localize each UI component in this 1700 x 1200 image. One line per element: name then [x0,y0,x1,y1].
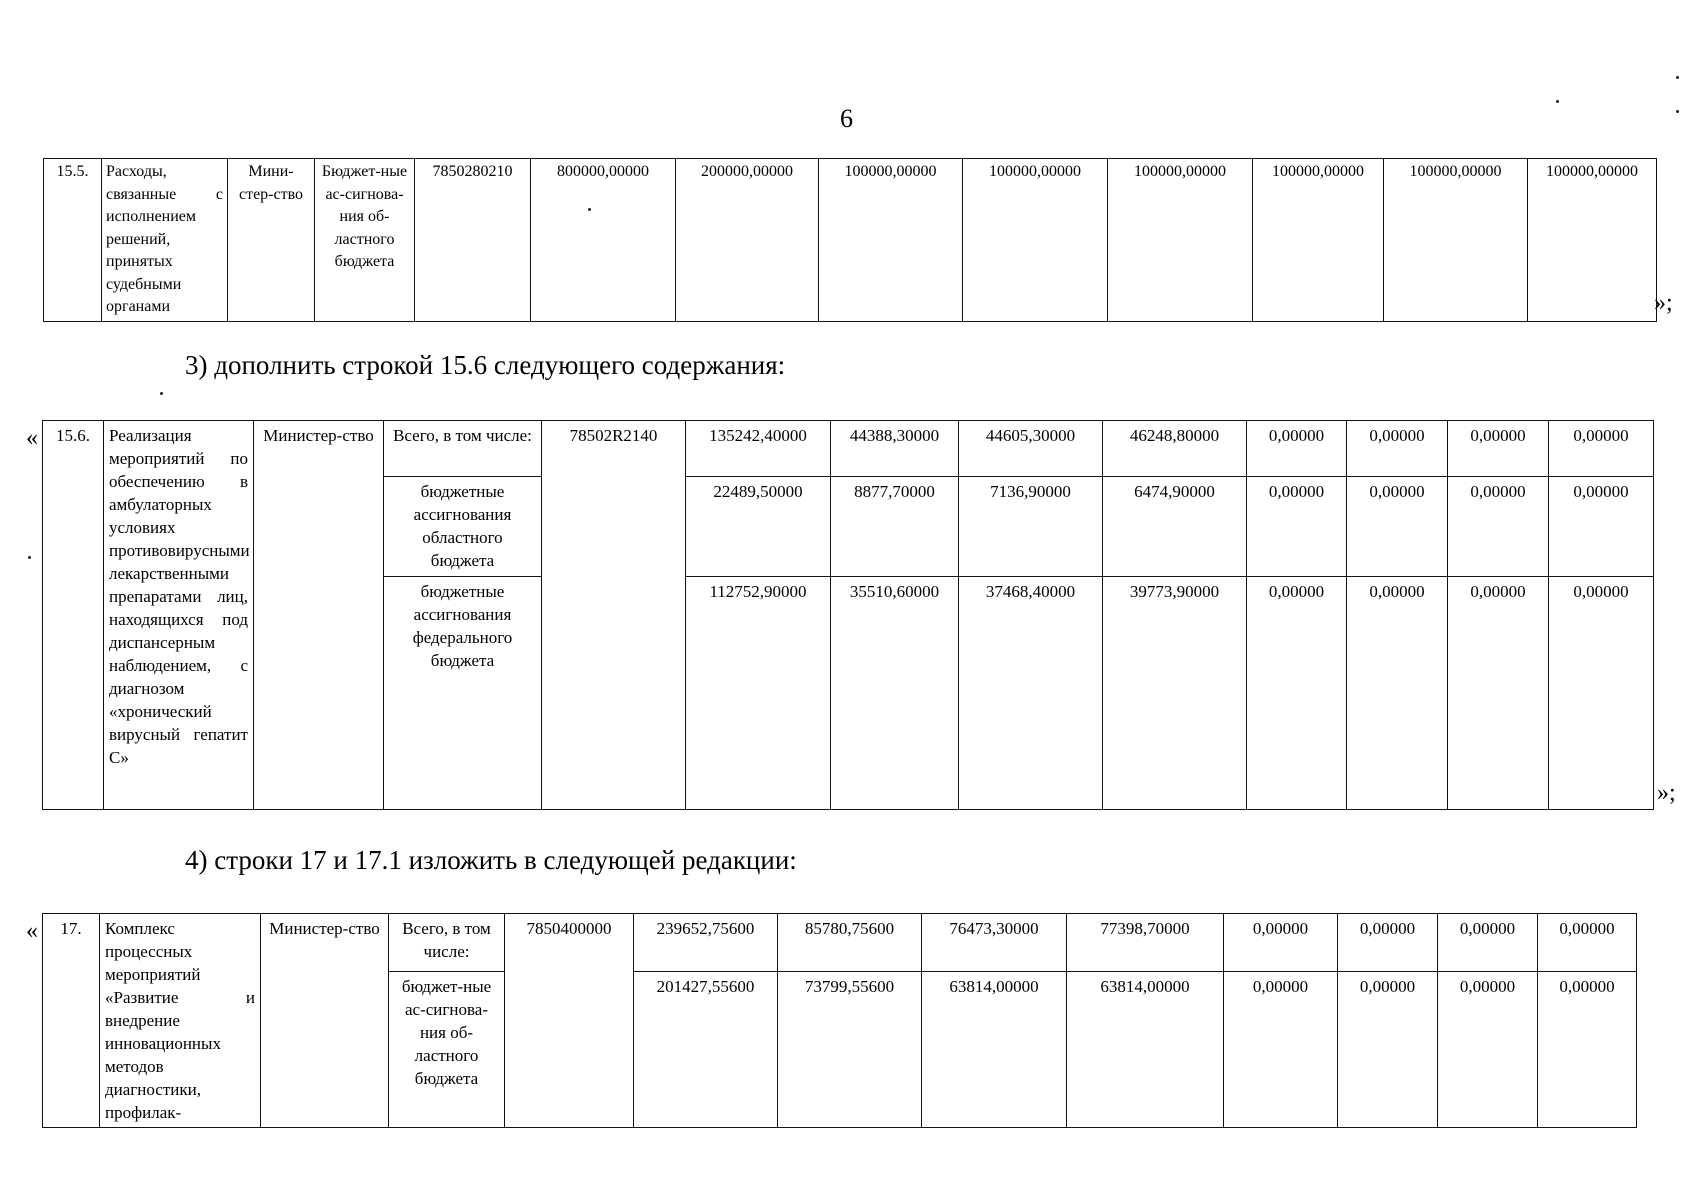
row-executor: Мини-стер-ство [228,159,315,322]
value-cell: 0,00000 [1247,477,1347,577]
row-name: Расходы, связанные с исполнением решений, принятых судебными органами [102,159,228,322]
scan-speck [160,392,163,395]
value-cell: 0,00000 [1549,577,1654,810]
value-cell: 0,00000 [1347,477,1448,577]
table-row-15-5 [43,158,1657,322]
row-name: Комплекс процессных мероприятий «Развитие и внедрение инновационных методов диагностики, профилак- [100,914,261,1128]
value-cell: 7136,90000 [959,477,1103,577]
close-quote: »; [1657,780,1676,806]
scan-speck [1676,76,1679,79]
row-code: 7850400000 [505,914,634,1128]
value-cell: 135242,40000 [686,421,831,477]
value-cell: 0,00000 [1438,914,1538,972]
value-cell: 100000,00000 [1528,159,1657,322]
row-executor: Министер-ство [261,914,389,1128]
value-cell: 63814,00000 [922,972,1067,1128]
value-cell: 37468,40000 [959,577,1103,810]
value-cell: 44605,30000 [959,421,1103,477]
value-cell: 0,00000 [1347,421,1448,477]
scan-speck [588,208,591,211]
value-cell: 100000,00000 [963,159,1108,322]
value-cell: 100000,00000 [1253,159,1384,322]
value-cell: 100000,00000 [819,159,963,322]
value-cell: 0,00000 [1438,972,1538,1128]
value-cell: 77398,70000 [1067,914,1224,972]
heading-item-4: 4) строки 17 и 17.1 изложить в следующей редакции: [185,845,797,875]
value-cell: 0,00000 [1224,972,1338,1128]
value-cell: 0,00000 [1549,477,1654,577]
row-number: 15.6. [43,421,104,810]
value-cell: 46248,80000 [1103,421,1247,477]
scan-speck [28,556,31,559]
value-cell: 6474,90000 [1103,477,1247,577]
page-number: 6 [840,104,853,133]
row-number: 15.5. [44,159,102,322]
value-cell: 0,00000 [1338,914,1438,972]
value-cell: 63814,00000 [1067,972,1224,1128]
row-source: Бюджет-ные ас-сигнова-ния об-ластного бюджета [315,159,415,322]
table-row [43,421,1654,477]
row-name: Реализация мероприятий по обеспечению в амбулаторных условиях противовирусными лекарственными препаратами лиц, находящихся под диспансерным наблюдением, с диагнозом «хронический вирусный гепатит С» [104,421,254,810]
value-cell: 200000,00000 [676,159,819,322]
value-cell: 0,00000 [1448,577,1549,810]
row-source: Всего, в том числе: [384,421,542,477]
value-cell: 112752,90000 [686,577,831,810]
value-cell: 0,00000 [1224,914,1338,972]
value-cell: 44388,30000 [831,421,959,477]
value-cell: 8877,70000 [831,477,959,577]
scan-speck [1676,110,1679,113]
row-code: 7850280210 [415,159,531,322]
value-cell: 39773,90000 [1103,577,1247,810]
row-source: бюджетные ассигнования федерального бюджета [384,577,542,810]
row-number: 17. [43,914,100,1128]
row-executor: Министер-ство [254,421,384,810]
value-cell: 0,00000 [1338,972,1438,1128]
value-cell: 100000,00000 [1384,159,1528,322]
value-cell: 0,00000 [1549,421,1654,477]
value-cell: 800000,00000 [531,159,676,322]
value-cell: 100000,00000 [1108,159,1253,322]
open-quote: « [26,425,38,451]
value-cell: 85780,75600 [778,914,922,972]
value-cell: 73799,55600 [778,972,922,1128]
row-source: Всего, в том числе: [389,914,505,972]
value-cell: 0,00000 [1247,577,1347,810]
row-source: бюджет-ные ас-сигнова-ния об-ластного бюджета [389,972,505,1128]
table-row [43,914,1637,972]
row-source: бюджетные ассигнования областного бюджета [384,477,542,577]
value-cell: 0,00000 [1448,421,1549,477]
value-cell: 0,00000 [1538,972,1637,1128]
value-cell: 22489,50000 [686,477,831,577]
value-cell: 76473,30000 [922,914,1067,972]
open-quote: « [26,918,38,944]
value-cell: 0,00000 [1247,421,1347,477]
value-cell: 0,00000 [1347,577,1448,810]
table-row-15-6 [42,420,1654,810]
value-cell: 35510,60000 [831,577,959,810]
scan-speck [1556,100,1559,103]
row-code: 78502R2140 [542,421,686,810]
value-cell: 239652,75600 [634,914,778,972]
close-quote: »; [1654,290,1673,316]
table-row [44,159,1657,322]
value-cell: 201427,55600 [634,972,778,1128]
table-row-17 [42,913,1637,1128]
heading-item-3: 3) дополнить строкой 15.6 следующего содержания: [185,350,786,380]
value-cell: 0,00000 [1538,914,1637,972]
value-cell: 0,00000 [1448,477,1549,577]
